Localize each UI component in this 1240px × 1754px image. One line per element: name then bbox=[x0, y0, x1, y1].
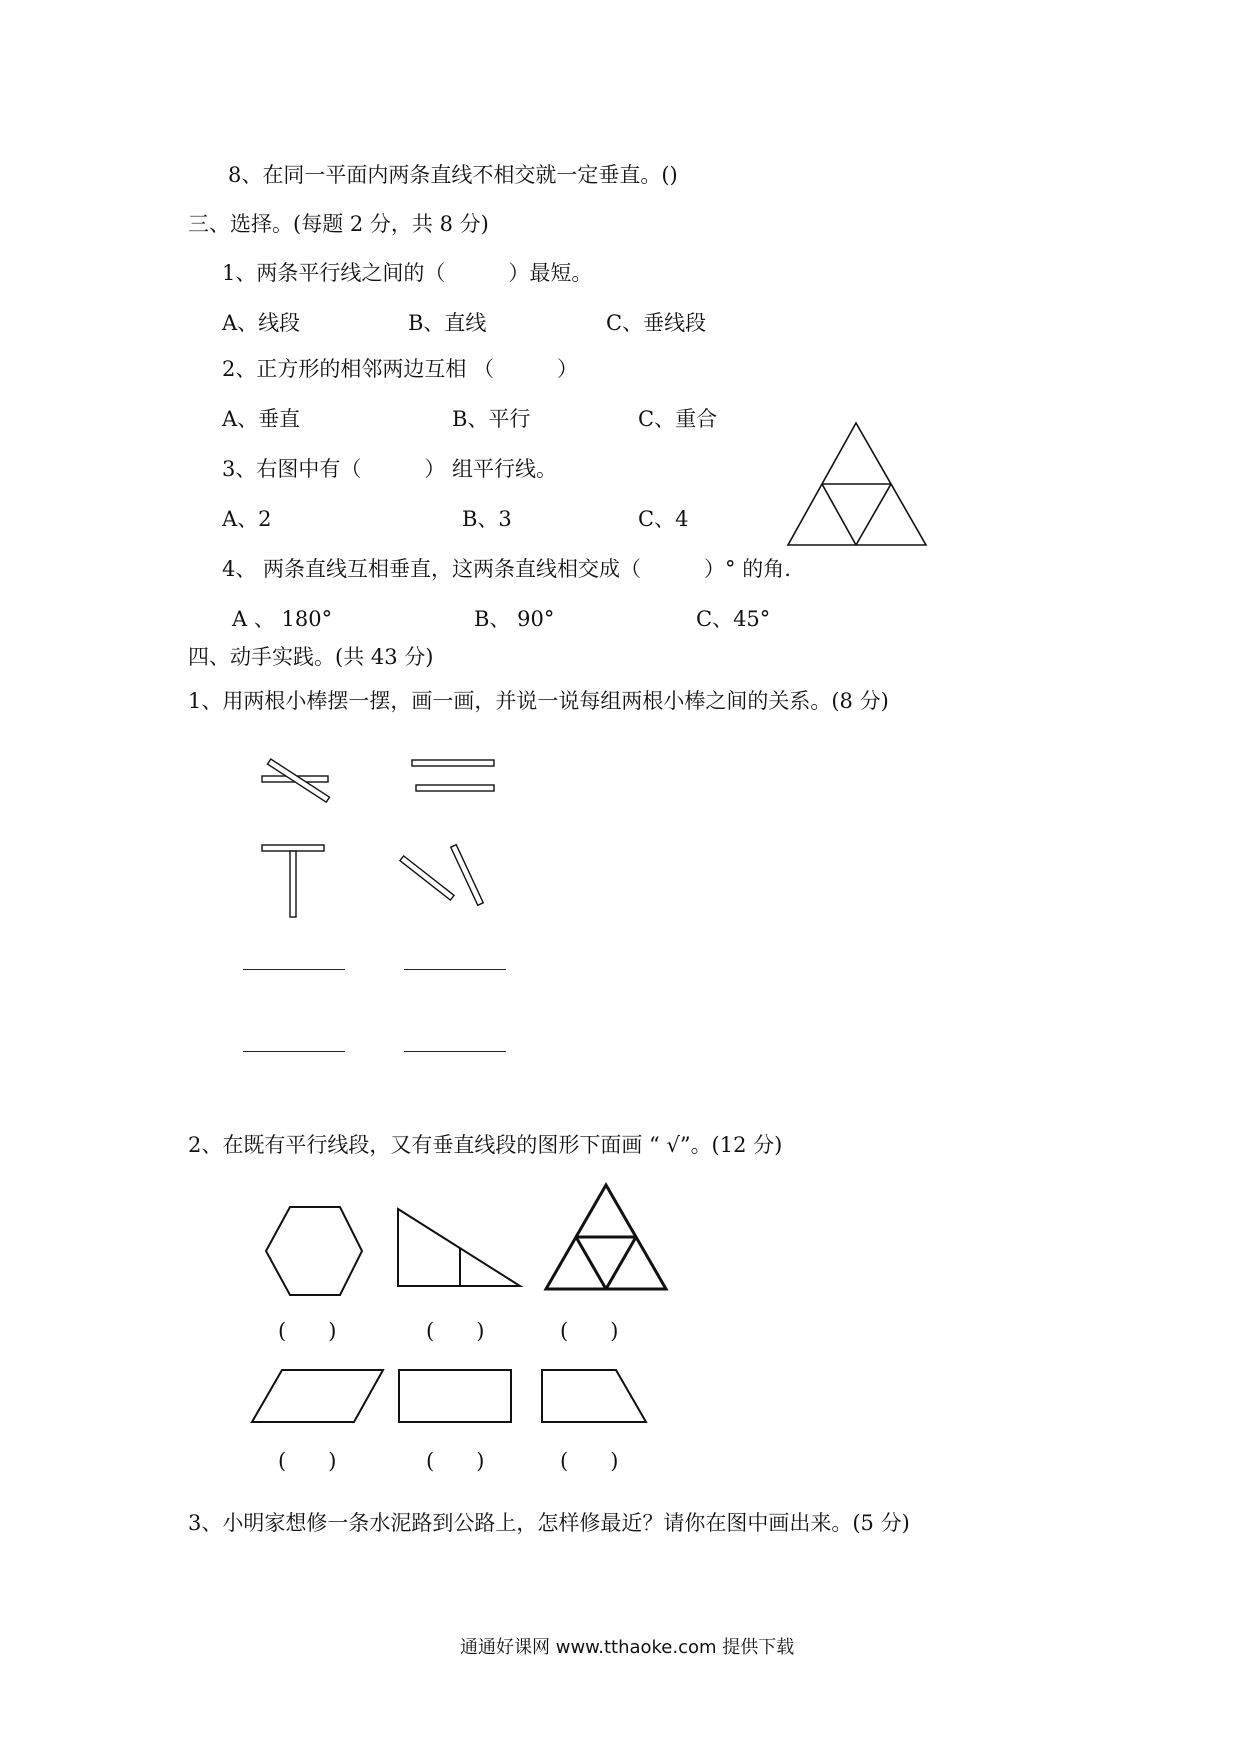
choice-q3-option-c: C、4 bbox=[638, 507, 689, 531]
trapezoid-icon bbox=[542, 1370, 646, 1422]
parallelogram-icon bbox=[252, 1370, 383, 1422]
choice-q4-option-b: B、 90° bbox=[474, 607, 555, 631]
choice-q3-option-b: B、3 bbox=[462, 507, 512, 531]
answer-paren-hexagon[interactable]: ( ) bbox=[278, 1319, 337, 1343]
choice-q1-option-c: C、垂线段 bbox=[606, 311, 707, 335]
answer-paren-subdivided-triangle[interactable]: ( ) bbox=[560, 1319, 619, 1343]
answer-paren-trapezoid[interactable]: ( ) bbox=[560, 1449, 619, 1473]
rectangle-icon bbox=[399, 1370, 511, 1422]
choice-q4-option-a: A 、 180° bbox=[232, 607, 333, 631]
choice-q1-option-b: B、直线 bbox=[408, 311, 487, 335]
choice-q1-option-a: A、线段 bbox=[222, 311, 301, 335]
section-practice-heading: 四、动手实践。(共 43 分) bbox=[188, 645, 434, 669]
choice-q2-option-c: C、重合 bbox=[638, 407, 718, 431]
answer-paren-parallelogram[interactable]: ( ) bbox=[278, 1449, 337, 1473]
practice-q1-text: 1、用两根小棒摆一摆，画一画，并说一说每组两根小棒之间的关系。(8 分) bbox=[188, 689, 889, 713]
choice-q1-text: 1、两条平行线之间的（ ）最短。 bbox=[222, 261, 593, 285]
hexagon-icon bbox=[266, 1207, 362, 1295]
footer-credit: 通通好课网 www.tthaoke.com 提供下载 bbox=[460, 1637, 795, 1658]
subdivided-triangle-icon bbox=[546, 1185, 666, 1289]
choice-q2-text: 2、正方形的相邻两边互相 （ ） bbox=[222, 357, 579, 381]
choice-q3-text: 3、右图中有（ ） 组平行线。 bbox=[222, 457, 558, 481]
section-choice-heading: 三、选择。(每题 2 分，共 8 分) bbox=[188, 212, 489, 236]
answer-paren-right-triangle[interactable]: ( ) bbox=[426, 1319, 485, 1343]
practice-q3-text: 3、小明家想修一条水泥路到公路上，怎样修最近？请你在图中画出来。(5 分) bbox=[188, 1511, 910, 1535]
answer-paren-rectangle[interactable]: ( ) bbox=[426, 1449, 485, 1473]
right-triangle-icon bbox=[398, 1209, 520, 1286]
judge-question-8: 8、在同一平面内两条直线不相交就一定垂直。() bbox=[228, 163, 678, 187]
choice-q3-option-a: A、2 bbox=[222, 507, 272, 531]
choice-q4-text: 4、 两条直线互相垂直，这两条直线相交成（ ）° 的角. bbox=[222, 557, 791, 581]
choice-q2-option-a: A、垂直 bbox=[222, 407, 301, 431]
choice-q2-option-b: B、平行 bbox=[452, 407, 531, 431]
practice-q2-text: 2、在既有平行线段，又有垂直线段的图形下面画 “ √”。(12 分) bbox=[188, 1133, 783, 1157]
choice-q4-option-c: C、45° bbox=[696, 607, 771, 631]
